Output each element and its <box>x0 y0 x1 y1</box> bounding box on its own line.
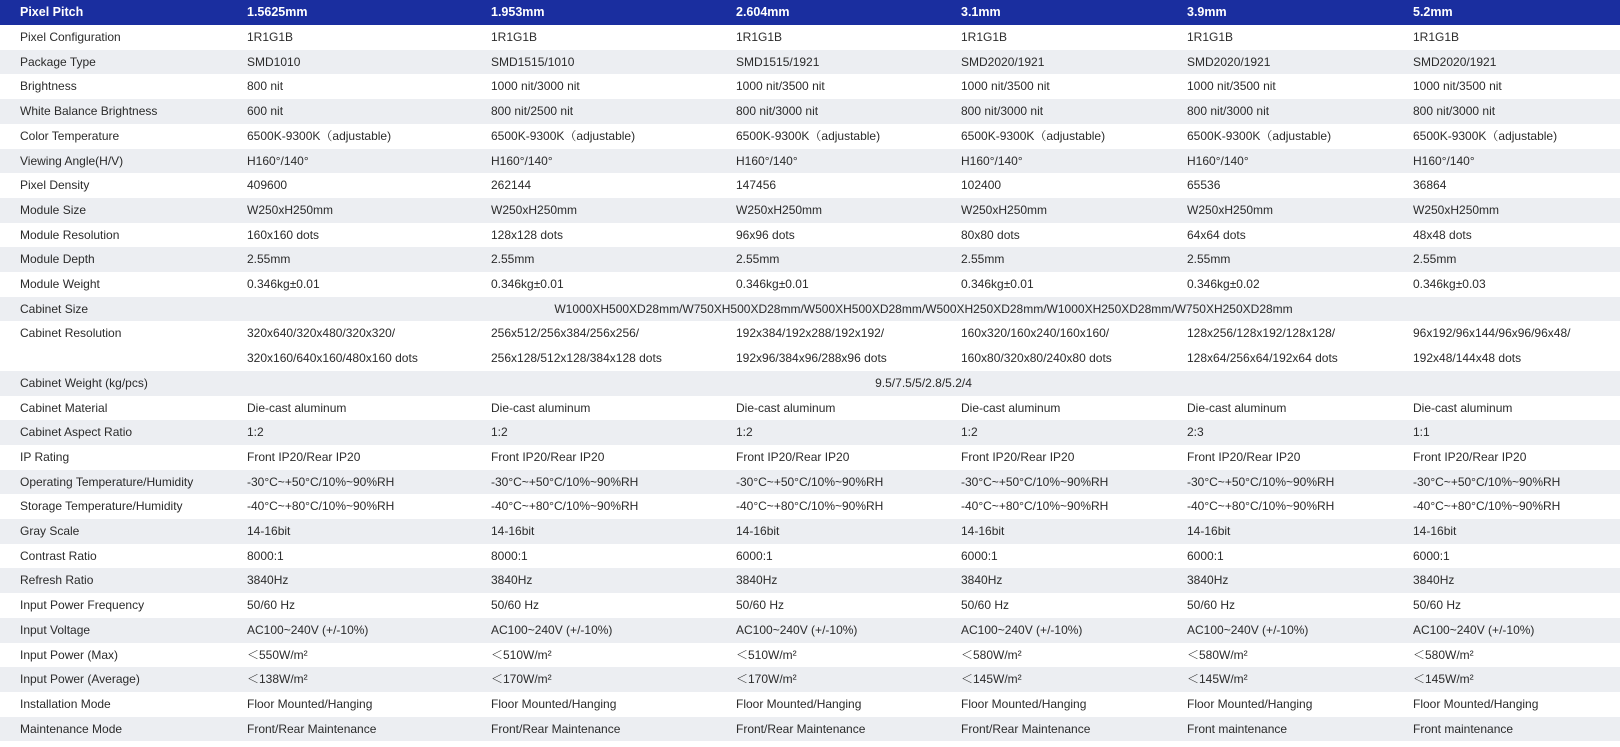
row-value: ＜170W/m² <box>471 667 716 692</box>
header-pitch-5: 3.9mm <box>1167 0 1393 25</box>
row-value: 14-16bit <box>941 519 1167 544</box>
row-value: W250xH250mm <box>1393 198 1620 223</box>
row-value: Floor Mounted/Hanging <box>227 692 471 717</box>
row-label: Viewing Angle(H/V) <box>0 149 227 174</box>
row-value: Die-cast aluminum <box>471 396 716 421</box>
row-value: Die-cast aluminum <box>716 396 941 421</box>
header-row <box>0 0 1620 25</box>
table-row <box>0 568 1620 593</box>
row-value: Floor Mounted/Hanging <box>1393 692 1620 717</box>
table-row <box>0 223 1620 248</box>
row-value: ＜145W/m² <box>941 667 1167 692</box>
row-value: 128x128 dots <box>471 223 716 248</box>
row-value: SMD1515/1921 <box>716 50 941 75</box>
row-value: H160°/140° <box>471 149 716 174</box>
row-label: Storage Temperature/Humidity <box>0 494 227 519</box>
row-value: 3840Hz <box>716 568 941 593</box>
row-value: Floor Mounted/Hanging <box>471 692 716 717</box>
row-value: SMD2020/1921 <box>1393 50 1620 75</box>
row-value: -40°C~+80°C/10%~90%RH <box>1393 494 1620 519</box>
row-value: Front IP20/Rear IP20 <box>1167 445 1393 470</box>
row-value: -30°C~+50°C/10%~90%RH <box>941 470 1167 495</box>
row-label: Module Resolution <box>0 223 227 248</box>
row-value: Front maintenance <box>1167 717 1393 742</box>
row-value: AC100~240V (+/-10%) <box>227 618 471 643</box>
table-row <box>0 544 1620 569</box>
table-row <box>0 396 1620 421</box>
row-label: Refresh Ratio <box>0 568 227 593</box>
row-value-line2: 192x48/144x48 dots <box>1393 346 1620 371</box>
row-value: ＜580W/m² <box>1393 643 1620 668</box>
row-value: -30°C~+50°C/10%~90%RH <box>1167 470 1393 495</box>
table-row <box>0 470 1620 495</box>
table-row <box>0 593 1620 618</box>
table-row <box>0 99 1620 124</box>
row-value: Front IP20/Rear IP20 <box>227 445 471 470</box>
table-row <box>0 321 1620 346</box>
table-row <box>0 371 1620 396</box>
row-value: Front/Rear Maintenance <box>941 717 1167 742</box>
row-value: 50/60 Hz <box>1393 593 1620 618</box>
header-pitch-3: 2.604mm <box>716 0 941 25</box>
table-row <box>0 272 1620 297</box>
row-value: 0.346kg±0.03 <box>1393 272 1620 297</box>
row-value-merged: W1000XH500XD28mm/W750XH500XD28mm/W500XH500XD28mm/W500XH250XD28mm/W1000XH250XD28mm/W750XH250XD28mm <box>227 297 1620 322</box>
row-value: 800 nit/3000 nit <box>941 99 1167 124</box>
row-value: Floor Mounted/Hanging <box>941 692 1167 717</box>
table-row <box>0 420 1620 445</box>
row-value: 262144 <box>471 173 716 198</box>
row-value: 147456 <box>716 173 941 198</box>
row-value: 800 nit <box>227 74 471 99</box>
table-row <box>0 519 1620 544</box>
table-row <box>0 124 1620 149</box>
row-value: 14-16bit <box>1393 519 1620 544</box>
row-value: ＜145W/m² <box>1167 667 1393 692</box>
row-value: -30°C~+50°C/10%~90%RH <box>1393 470 1620 495</box>
row-value-line1: 96x192/96x144/96x96/96x48/ <box>1393 321 1620 346</box>
row-value-line2: 320x160/640x160/480x160 dots <box>227 346 471 371</box>
table-row <box>0 74 1620 99</box>
row-value: 2.55mm <box>471 247 716 272</box>
row-value: -40°C~+80°C/10%~90%RH <box>471 494 716 519</box>
header-pitch-2: 1.953mm <box>471 0 716 25</box>
row-value: 48x48 dots <box>1393 223 1620 248</box>
row-value: Floor Mounted/Hanging <box>716 692 941 717</box>
spec-table-header <box>0 0 1620 25</box>
row-label: Color Temperature <box>0 124 227 149</box>
header-pitch-1: 1.5625mm <box>227 0 471 25</box>
row-value: ＜170W/m² <box>716 667 941 692</box>
row-value: 1000 nit/3500 nit <box>1393 74 1620 99</box>
row-value: ＜550W/m² <box>227 643 471 668</box>
row-value: W250xH250mm <box>227 198 471 223</box>
row-value: 1000 nit/3500 nit <box>1167 74 1393 99</box>
row-value: 50/60 Hz <box>227 593 471 618</box>
row-label-blank <box>0 346 227 371</box>
row-value: Die-cast aluminum <box>941 396 1167 421</box>
row-value: AC100~240V (+/-10%) <box>1167 618 1393 643</box>
row-label: White Balance Brightness <box>0 99 227 124</box>
row-label: Cabinet Material <box>0 396 227 421</box>
row-value: 409600 <box>227 173 471 198</box>
row-value: 1000 nit/3500 nit <box>716 74 941 99</box>
row-value: 6000:1 <box>1393 544 1620 569</box>
row-value: H160°/140° <box>1167 149 1393 174</box>
row-value: SMD2020/1921 <box>1167 50 1393 75</box>
row-value: 800 nit/2500 nit <box>471 99 716 124</box>
table-row <box>0 247 1620 272</box>
row-value: Die-cast aluminum <box>1167 396 1393 421</box>
row-label: Package Type <box>0 50 227 75</box>
row-value: AC100~240V (+/-10%) <box>716 618 941 643</box>
row-value: -40°C~+80°C/10%~90%RH <box>227 494 471 519</box>
row-value: 6500K-9300K（adjustable) <box>1393 124 1620 149</box>
row-value: 1:2 <box>471 420 716 445</box>
row-value: 1R1G1B <box>227 25 471 50</box>
row-value: 1:2 <box>227 420 471 445</box>
row-value: SMD1515/1010 <box>471 50 716 75</box>
row-label: Input Power Frequency <box>0 593 227 618</box>
row-value: -30°C~+50°C/10%~90%RH <box>471 470 716 495</box>
row-value: 2.55mm <box>227 247 471 272</box>
row-value: 3840Hz <box>471 568 716 593</box>
row-value: Front maintenance <box>1393 717 1620 742</box>
row-value: AC100~240V (+/-10%) <box>471 618 716 643</box>
row-value: 1R1G1B <box>471 25 716 50</box>
row-value: 1R1G1B <box>1167 25 1393 50</box>
row-value: 6500K-9300K（adjustable) <box>227 124 471 149</box>
row-value: 2.55mm <box>1167 247 1393 272</box>
row-value: ＜510W/m² <box>471 643 716 668</box>
row-value: 3840Hz <box>1393 568 1620 593</box>
row-value: Front/Rear Maintenance <box>716 717 941 742</box>
header-pitch-6: 5.2mm <box>1393 0 1620 25</box>
row-value-line1: 160x320/160x240/160x160/ <box>941 321 1167 346</box>
table-row <box>0 25 1620 50</box>
row-label: Input Voltage <box>0 618 227 643</box>
row-value: Front IP20/Rear IP20 <box>471 445 716 470</box>
row-value: 1:2 <box>716 420 941 445</box>
table-row <box>0 198 1620 223</box>
row-value: -40°C~+80°C/10%~90%RH <box>1167 494 1393 519</box>
row-value: 1R1G1B <box>941 25 1167 50</box>
row-value-merged: 9.5/7.5/5/2.8/5.2/4 <box>227 371 1620 396</box>
row-value: ＜145W/m² <box>1393 667 1620 692</box>
row-value: W250xH250mm <box>471 198 716 223</box>
row-value-line2: 256x128/512x128/384x128 dots <box>471 346 716 371</box>
row-value: ＜580W/m² <box>941 643 1167 668</box>
table-row <box>0 717 1620 742</box>
row-label: Contrast Ratio <box>0 544 227 569</box>
row-value: 3840Hz <box>227 568 471 593</box>
row-value: 1:2 <box>941 420 1167 445</box>
row-value: Front/Rear Maintenance <box>471 717 716 742</box>
row-value: 0.346kg±0.01 <box>471 272 716 297</box>
row-label: Operating Temperature/Humidity <box>0 470 227 495</box>
row-value: 8000:1 <box>471 544 716 569</box>
row-value: 6000:1 <box>941 544 1167 569</box>
row-label: Cabinet Aspect Ratio <box>0 420 227 445</box>
table-row <box>0 643 1620 668</box>
table-row <box>0 667 1620 692</box>
row-value: 65536 <box>1167 173 1393 198</box>
row-label: Gray Scale <box>0 519 227 544</box>
header-pitch-4: 3.1mm <box>941 0 1167 25</box>
row-value: Front/Rear Maintenance <box>227 717 471 742</box>
row-value: 1R1G1B <box>716 25 941 50</box>
row-value-line2: 128x64/256x64/192x64 dots <box>1167 346 1393 371</box>
row-value: 0.346kg±0.01 <box>716 272 941 297</box>
row-value: ＜580W/m² <box>1167 643 1393 668</box>
row-value: 1:1 <box>1393 420 1620 445</box>
row-value: AC100~240V (+/-10%) <box>1393 618 1620 643</box>
row-value: SMD2020/1921 <box>941 50 1167 75</box>
row-label: Cabinet Resolution <box>0 321 227 346</box>
row-value: -40°C~+80°C/10%~90%RH <box>716 494 941 519</box>
row-value: 3840Hz <box>1167 568 1393 593</box>
row-value: 6500K-9300K（adjustable) <box>716 124 941 149</box>
row-value: Front IP20/Rear IP20 <box>716 445 941 470</box>
header-label: Pixel Pitch <box>0 0 227 25</box>
row-label: Module Depth <box>0 247 227 272</box>
row-value: H160°/140° <box>941 149 1167 174</box>
row-value: 6000:1 <box>716 544 941 569</box>
row-value: 1000 nit/3000 nit <box>471 74 716 99</box>
row-value: -30°C~+50°C/10%~90%RH <box>227 470 471 495</box>
row-value: 2:3 <box>1167 420 1393 445</box>
table-row-continuation <box>0 346 1620 371</box>
row-value: W250xH250mm <box>1167 198 1393 223</box>
row-value: 96x96 dots <box>716 223 941 248</box>
row-value: Floor Mounted/Hanging <box>1167 692 1393 717</box>
row-value-line1: 320x640/320x480/320x320/ <box>227 321 471 346</box>
row-value: -40°C~+80°C/10%~90%RH <box>941 494 1167 519</box>
row-label: Pixel Configuration <box>0 25 227 50</box>
row-value: 50/60 Hz <box>716 593 941 618</box>
row-value: 0.346kg±0.02 <box>1167 272 1393 297</box>
row-value: 6500K-9300K（adjustable) <box>471 124 716 149</box>
spec-table-body <box>0 25 1620 741</box>
table-row <box>0 149 1620 174</box>
table-row <box>0 692 1620 717</box>
row-value: 6500K-9300K（adjustable) <box>941 124 1167 149</box>
row-value: 2.55mm <box>716 247 941 272</box>
row-label: Brightness <box>0 74 227 99</box>
row-value: 0.346kg±0.01 <box>941 272 1167 297</box>
row-value: 800 nit/3000 nit <box>716 99 941 124</box>
row-value: 14-16bit <box>471 519 716 544</box>
row-value: Die-cast aluminum <box>1393 396 1620 421</box>
row-value: Die-cast aluminum <box>227 396 471 421</box>
row-label: Cabinet Size <box>0 297 227 322</box>
row-value: 3840Hz <box>941 568 1167 593</box>
row-value: Front IP20/Rear IP20 <box>1393 445 1620 470</box>
row-label: IP Rating <box>0 445 227 470</box>
row-value: 160x160 dots <box>227 223 471 248</box>
table-row <box>0 618 1620 643</box>
row-value: 50/60 Hz <box>941 593 1167 618</box>
row-value: 50/60 Hz <box>1167 593 1393 618</box>
row-value-line2: 160x80/320x80/240x80 dots <box>941 346 1167 371</box>
row-value: 14-16bit <box>1167 519 1393 544</box>
row-value: 8000:1 <box>227 544 471 569</box>
row-label: Module Weight <box>0 272 227 297</box>
row-value-line1: 256x512/256x384/256x256/ <box>471 321 716 346</box>
row-value-line1: 192x384/192x288/192x192/ <box>716 321 941 346</box>
row-value: 0.346kg±0.01 <box>227 272 471 297</box>
table-row <box>0 445 1620 470</box>
row-value: W250xH250mm <box>941 198 1167 223</box>
row-value: SMD1010 <box>227 50 471 75</box>
row-value: 800 nit/3000 nit <box>1167 99 1393 124</box>
row-value: 36864 <box>1393 173 1620 198</box>
row-value: -30°C~+50°C/10%~90%RH <box>716 470 941 495</box>
row-label: Maintenance Mode <box>0 717 227 742</box>
row-value: 2.55mm <box>941 247 1167 272</box>
row-value: 1R1G1B <box>1393 25 1620 50</box>
row-value: H160°/140° <box>716 149 941 174</box>
row-label: Pixel Density <box>0 173 227 198</box>
row-label: Installation Mode <box>0 692 227 717</box>
row-value: 102400 <box>941 173 1167 198</box>
row-value: 14-16bit <box>227 519 471 544</box>
row-value: 1000 nit/3500 nit <box>941 74 1167 99</box>
row-label: Input Power (Max) <box>0 643 227 668</box>
row-value: 14-16bit <box>716 519 941 544</box>
row-label: Module Size <box>0 198 227 223</box>
row-value: 6500K-9300K（adjustable) <box>1167 124 1393 149</box>
row-value: Front IP20/Rear IP20 <box>941 445 1167 470</box>
row-value: 2.55mm <box>1393 247 1620 272</box>
row-value: 80x80 dots <box>941 223 1167 248</box>
row-value: ＜138W/m² <box>227 667 471 692</box>
row-value: 600 nit <box>227 99 471 124</box>
row-value: AC100~240V (+/-10%) <box>941 618 1167 643</box>
table-row <box>0 173 1620 198</box>
row-label: Cabinet Weight (kg/pcs) <box>0 371 227 396</box>
row-value: ＜510W/m² <box>716 643 941 668</box>
row-label: Input Power (Average) <box>0 667 227 692</box>
table-row <box>0 50 1620 75</box>
row-value: 64x64 dots <box>1167 223 1393 248</box>
table-row <box>0 297 1620 322</box>
row-value-line2: 192x96/384x96/288x96 dots <box>716 346 941 371</box>
row-value: 6000:1 <box>1167 544 1393 569</box>
table-row <box>0 494 1620 519</box>
row-value: H160°/140° <box>227 149 471 174</box>
row-value: 50/60 Hz <box>471 593 716 618</box>
row-value-line1: 128x256/128x192/128x128/ <box>1167 321 1393 346</box>
row-value: W250xH250mm <box>716 198 941 223</box>
row-value: H160°/140° <box>1393 149 1620 174</box>
row-value: 800 nit/3000 nit <box>1393 99 1620 124</box>
